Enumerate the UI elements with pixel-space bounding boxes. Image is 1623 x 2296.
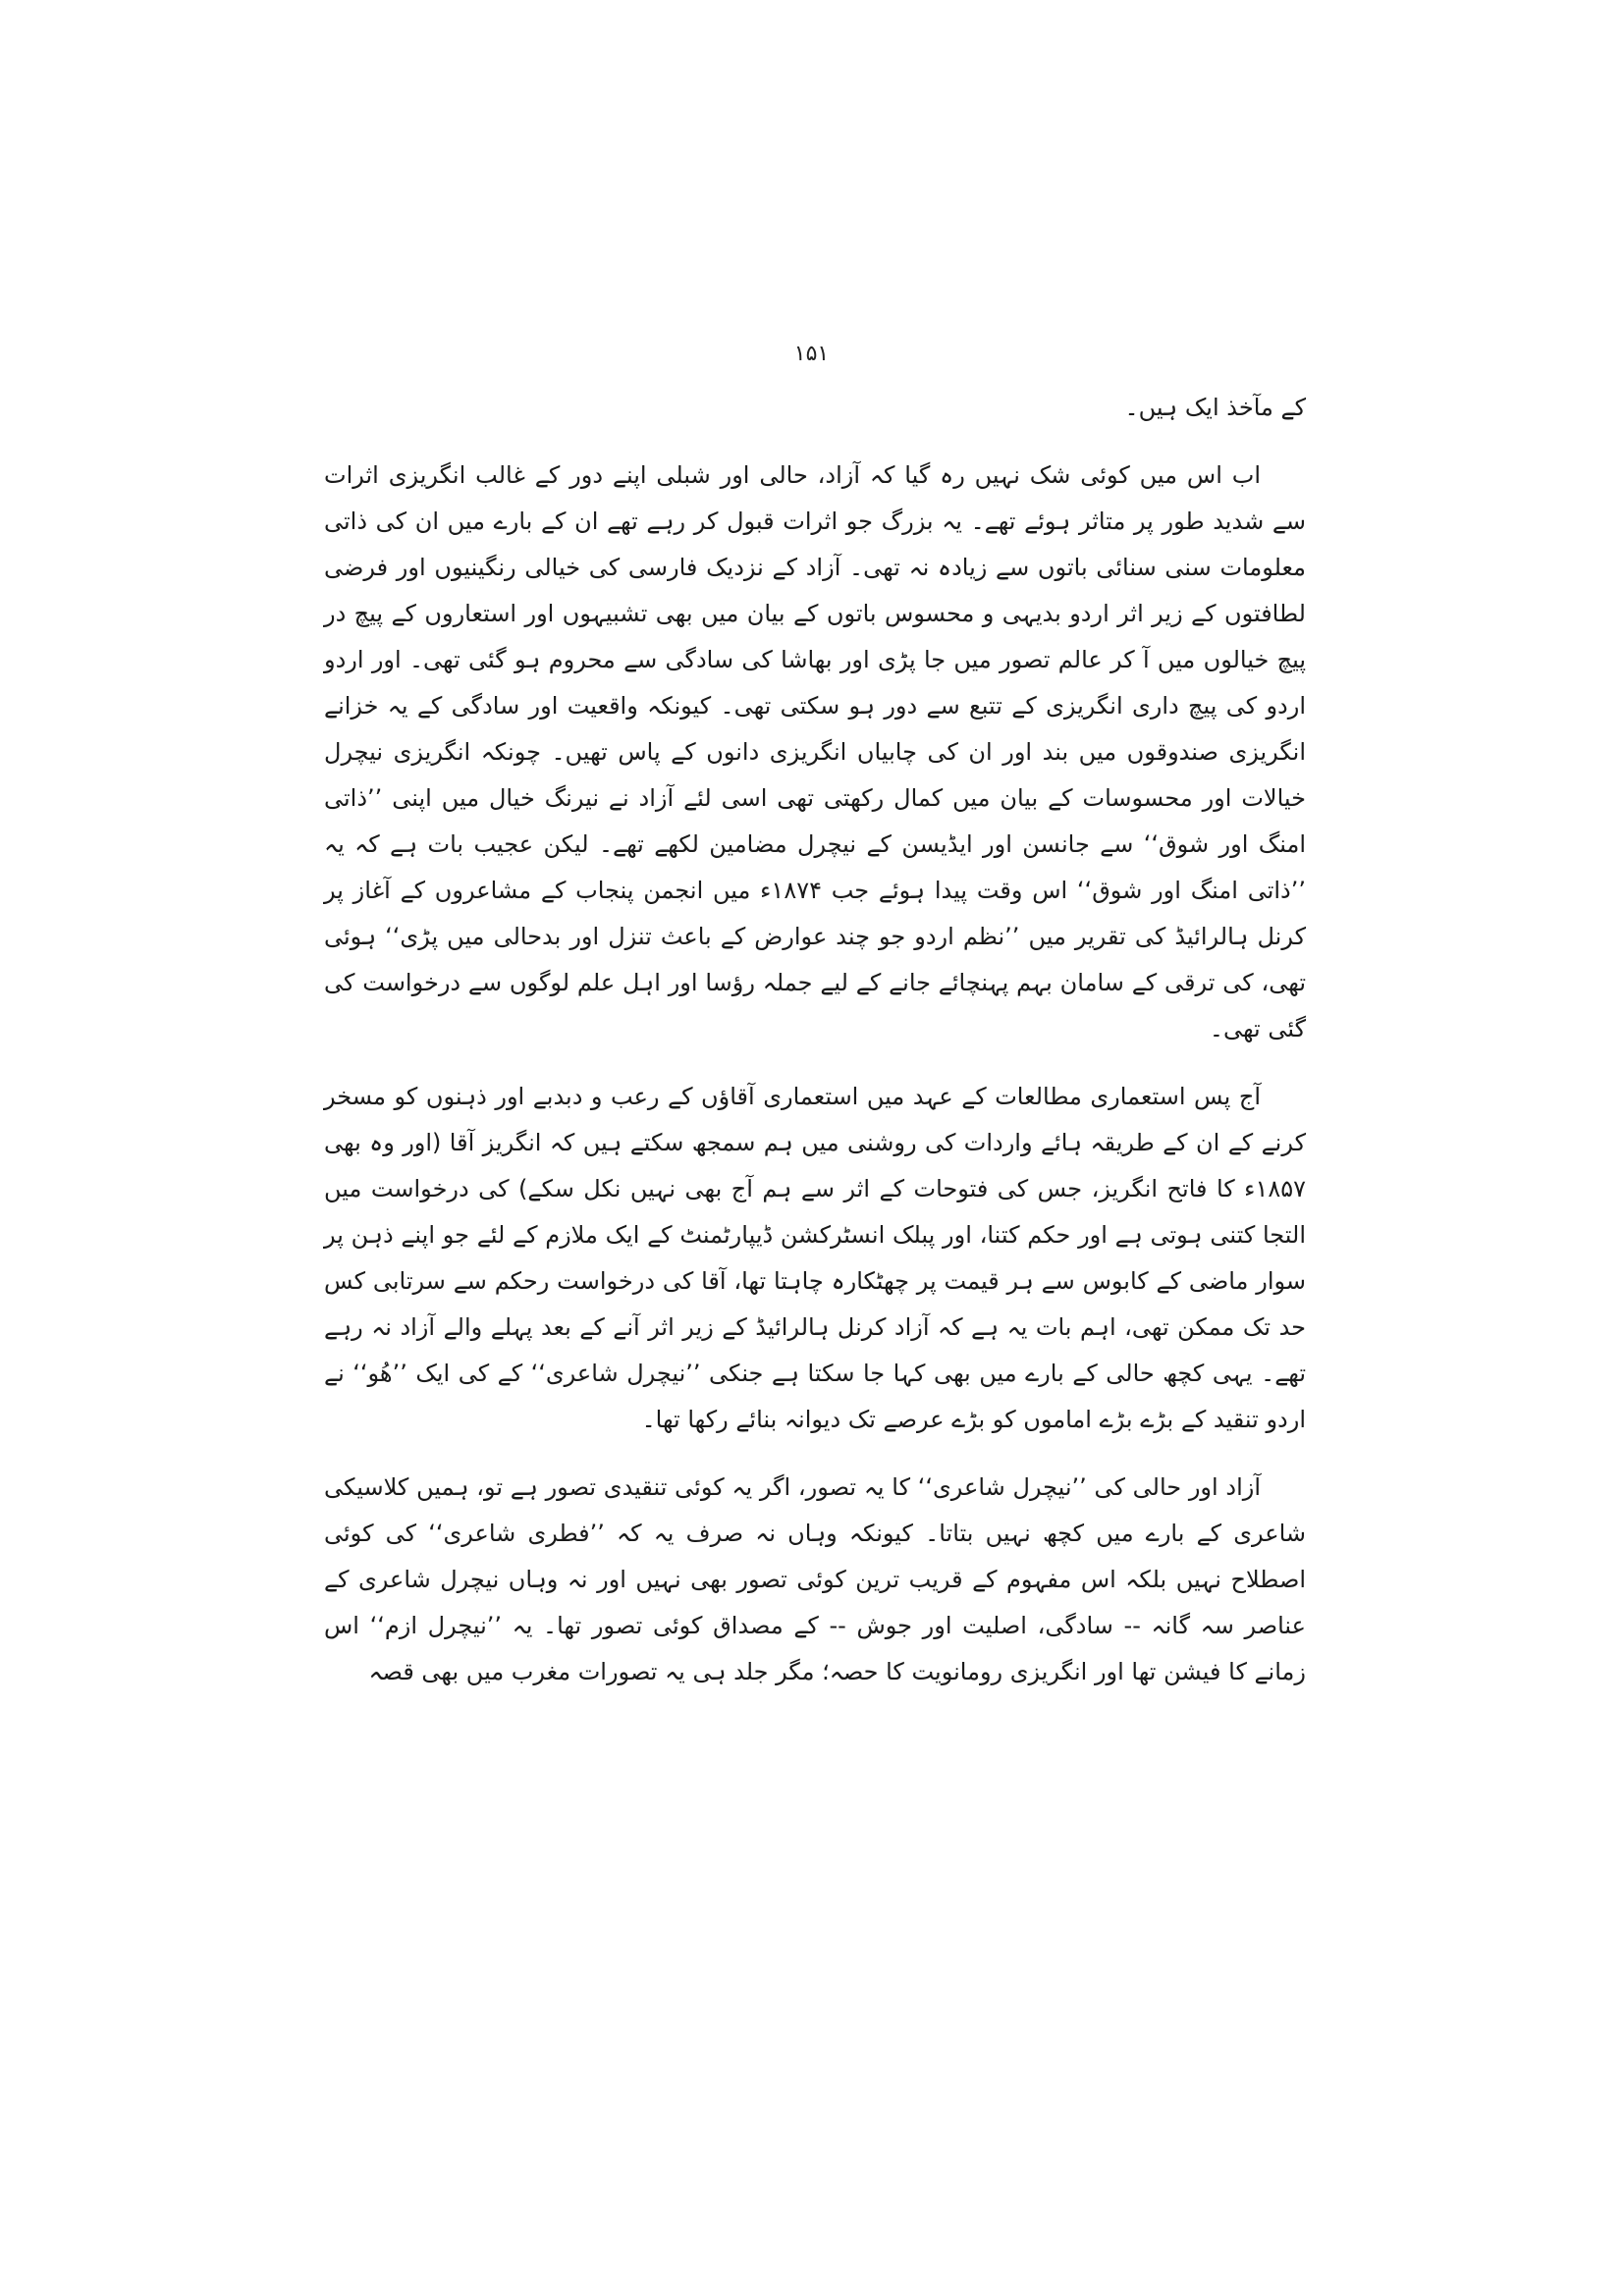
page-number: ۱۵۱	[793, 342, 830, 366]
paragraph: آزاد اور حالی کی ’’نیچرل شاعری‘‘ کا یہ تصور، اگر یہ کوئی تنقیدی تصور ہے تو، ہمیں کلاسیکی شاعری کے بارے میں کچھ نہیں بتاتا۔ کیونکہ وہاں نہ صرف یہ کہ ’’فطری شاعری‘‘ کی کوئی اصطلاح نہیں بلکہ اس مفہوم کے قریب ترین کوئی تصور بھی نہیں اور نہ وہاں نیچرل شاعری کے عناصر سہ گانہ -- سادگی، اصلیت اور جوش -- کے مصداق کوئی تصور تھا۔ یہ ’’نیچرل ازم‘‘ اس زمانے کا فیشن تھا اور انگریزی رومانویت کا حصہ؛ مگر جلد ہی یہ تصورات مغرب میں بھی قصہ	[324, 1473, 1306, 1685]
paragraph: اب اس میں کوئی شک نہیں رہ گیا کہ آزاد، حالی اور شبلی اپنے دور کے غالب انگریزی اثرات سے شدید طور پر متاثر ہوئے تھے۔ یہ بزرگ جو اثرات قبول کر رہے تھے ان کے بارے میں ان کی ذاتی معلومات سنی سنائی باتوں سے زیادہ نہ تھی۔ آزاد کے نزدیک فارسی کی خیالی رنگینیوں اور فرضی لطافتوں کے زیر اثر اردو بدیہی و محسوس باتوں کے بیان میں بھی تشبیہوں اور استعاروں کے پیچ در پیچ خیالوں میں آ کر عالم تصور میں جا پڑی اور بھاشا کی سادگی سے محروم ہو گئی تھی۔ اور اردو اردو کی پیچ داری انگریزی کے تتبع سے دور ہو سکتی تھی۔ کیونکہ واقعیت اور سادگی کے یہ خزانے انگریزی صندوقوں میں بند اور ان کی چابیاں انگریزی دانوں کے پاس تھیں۔ چونکہ انگریزی نیچرل خیالات اور محسوسات کے بیان میں کمال رکھتی تھی اسی لئے آزاد نے نیرنگ خیال میں اپنی ’’ذاتی امنگ اور شوق‘‘ سے جانسن اور ایڈیسن کے نیچرل مضامین لکھے تھے۔ لیکن عجیب بات ہے کہ یہ ’’ذاتی امنگ اور شوق‘‘ اس وقت پیدا ہوئے جب ۱۸۷۴ء میں انجمن پنجاب کے مشاعروں کے آغاز پر کرنل ہالرائیڈ کی تقریر میں ’’نظم اردو جو چند عوارض کے باعث تنزل اور بدحالی میں پڑی‘‘ ہوئی تھی، کی ترقی کے سامان بہم پہنچائے جانے کے لیے جملہ رؤسا اور اہل علم لوگوں سے درخواست کی گئی تھی۔	[324, 461, 1307, 1042]
body-text	[324, 385, 1306, 1717]
paragraph: آج پس استعماری مطالعات کے عہد میں استعماری آقاؤں کے رعب و دبدبے اور ذہنوں کو مسخر کرنے کے ان کے طریقہ ہائے واردات کی روشنی میں ہم سمجھ سکتے ہیں کہ انگریز آقا (اور وہ بھی ۱۸۵۷ء کا فاتح انگریز، جس کی فتوحات کے اثر سے ہم آج بھی نہیں نکل سکے) کی درخواست میں التجا کتنی ہوتی ہے اور حکم کتنا، اور پبلک انسٹرکشن ڈیپارٹمنٹ کے ایک ملازم کے لئے جو اپنے ذہن پر سوار ماضی کے کابوس سے ہر قیمت پر چھٹکارہ چاہتا تھا، آقا کی درخواست رحکم سے سرتابی کس حد تک ممکن تھی، اہم بات یہ ہے کہ آزاد کرنل ہالرائیڈ کے زیر اثر آنے کے بعد پہلے والے آزاد نہ رہے تھے۔ یہی کچھ حالی کے بارے میں بھی کہا جا سکتا ہے جنکی ’’نیچرل شاعری‘‘ کے کی ایک ’’ھُو‘‘ نے اردو تنقید کے بڑے بڑے اماموں کو بڑے عرصے تک دیوانہ بنائے رکھا تھا۔	[324, 1083, 1306, 1433]
paragraph-continuation: کے مآخذ ایک ہیں۔	[1124, 394, 1306, 421]
